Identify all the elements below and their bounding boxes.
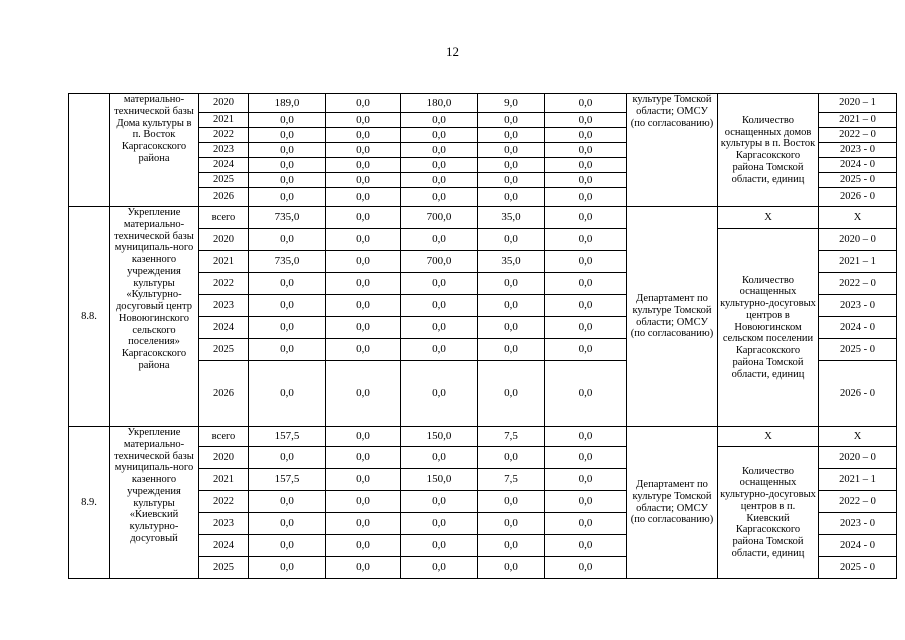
federal-cell: 0,0: [326, 207, 401, 229]
year-cell: 2023: [199, 513, 249, 535]
item-name: Укрепление материально-технической базы муниципаль-ного казенного учреждения культуры «Киевский культурно-досуговый: [110, 427, 199, 579]
indicator: Количество оснащенных культурно-досуговых центров в п. Киевский Каргасокского района Томской области, единиц: [718, 447, 819, 579]
extrabudget-cell: 0,0: [545, 143, 627, 158]
regional-cell: 150,0: [401, 469, 478, 491]
extrabudget-cell: 0,0: [545, 229, 627, 251]
local-cell: 0,0: [478, 143, 545, 158]
extrabudget-cell: 0,0: [545, 158, 627, 173]
federal-cell: 0,0: [326, 513, 401, 535]
indicator-value: 2026 - 0: [819, 188, 897, 207]
extrabudget-cell: 0,0: [545, 317, 627, 339]
extrabudget-cell: 0,0: [545, 295, 627, 317]
total-cell: 189,0: [249, 94, 326, 113]
indicator-value: 2023 - 0: [819, 513, 897, 535]
regional-cell: 0,0: [401, 491, 478, 513]
federal-cell: 0,0: [326, 427, 401, 447]
total-cell: 0,0: [249, 491, 326, 513]
federal-cell: 0,0: [326, 128, 401, 143]
regional-cell: 0,0: [401, 143, 478, 158]
executor: Департамент по культуре Томской области; ОМСУ (по согласованию): [627, 427, 718, 579]
regional-cell: 150,0: [401, 427, 478, 447]
indicator: Количество оснащенных домов культуры в п. Восток Каргасокского района Томской области, единиц: [718, 94, 819, 207]
total-cell: 0,0: [249, 229, 326, 251]
federal-cell: 0,0: [326, 113, 401, 128]
total-cell: 0,0: [249, 513, 326, 535]
total-cell: 0,0: [249, 113, 326, 128]
table-row: [69, 207, 897, 229]
total-cell: 0,0: [249, 128, 326, 143]
federal-cell: 0,0: [326, 229, 401, 251]
executor: культуре Томской области; ОМСУ (по согласованию): [627, 94, 718, 207]
table-row: [69, 94, 897, 113]
regional-cell: 0,0: [401, 188, 478, 207]
regional-cell: 0,0: [401, 273, 478, 295]
value-x: Х: [819, 207, 897, 229]
federal-cell: 0,0: [326, 447, 401, 469]
indicator-value: 2021 – 0: [819, 113, 897, 128]
regional-cell: 0,0: [401, 113, 478, 128]
extrabudget-cell: 0,0: [545, 447, 627, 469]
extrabudget-cell: 0,0: [545, 513, 627, 535]
item-number: 8.9.: [69, 427, 110, 579]
year-cell: 2025: [199, 173, 249, 188]
year-cell: 2020: [199, 94, 249, 113]
indicator-value: 2025 - 0: [819, 557, 897, 579]
federal-cell: 0,0: [326, 143, 401, 158]
year-cell: 2020: [199, 447, 249, 469]
regional-cell: 0,0: [401, 447, 478, 469]
indicator-value: 2024 - 0: [819, 158, 897, 173]
indicator-value: 2022 – 0: [819, 273, 897, 295]
indicator-value: 2023 - 0: [819, 143, 897, 158]
indicator-x: Х: [718, 427, 819, 447]
year-cell: 2026: [199, 188, 249, 207]
year-cell: всего: [199, 427, 249, 447]
regional-cell: 0,0: [401, 128, 478, 143]
regional-cell: 0,0: [401, 317, 478, 339]
total-cell: 735,0: [249, 251, 326, 273]
year-cell: 2026: [199, 361, 249, 427]
page-number: 12: [446, 44, 459, 59]
indicator: Количество оснащенных культурно-досуговых центров в Новоюгинском сельском поселении Каргасокского района Томской области, единиц: [718, 229, 819, 427]
indicator-value: 2022 – 0: [819, 128, 897, 143]
total-cell: 157,5: [249, 427, 326, 447]
local-cell: 0,0: [478, 535, 545, 557]
indicator-value: 2020 – 0: [819, 447, 897, 469]
item-number: 8.8.: [69, 207, 110, 427]
year-cell: 2023: [199, 143, 249, 158]
total-cell: 0,0: [249, 339, 326, 361]
item-name: Укрепление материально-технической базы муниципаль-ного казенного учреждения культуры «Культурно-досуговый центр Новоюгинского сельского поселения» Каргасокского района: [110, 207, 199, 427]
regional-cell: 180,0: [401, 94, 478, 113]
local-cell: 9,0: [478, 94, 545, 113]
extrabudget-cell: 0,0: [545, 128, 627, 143]
total-cell: 0,0: [249, 447, 326, 469]
federal-cell: 0,0: [326, 173, 401, 188]
indicator-value: 2024 - 0: [819, 535, 897, 557]
regional-cell: 0,0: [401, 173, 478, 188]
total-cell: 0,0: [249, 535, 326, 557]
extrabudget-cell: 0,0: [545, 535, 627, 557]
indicator-value: 2023 - 0: [819, 295, 897, 317]
local-cell: 7,5: [478, 469, 545, 491]
federal-cell: 0,0: [326, 557, 401, 579]
total-cell: 0,0: [249, 158, 326, 173]
year-cell: 2024: [199, 158, 249, 173]
indicator-value: 2022 – 0: [819, 491, 897, 513]
local-cell: 0,0: [478, 173, 545, 188]
indicator-value: 2026 - 0: [819, 361, 897, 427]
total-cell: 0,0: [249, 295, 326, 317]
local-cell: 0,0: [478, 317, 545, 339]
item-name: материально-технической базы Дома культуры в п. Восток Каргасокского района: [110, 94, 199, 207]
total-cell: 0,0: [249, 173, 326, 188]
federal-cell: 0,0: [326, 188, 401, 207]
local-cell: 0,0: [478, 188, 545, 207]
year-cell: 2024: [199, 535, 249, 557]
regional-cell: 0,0: [401, 557, 478, 579]
total-cell: 157,5: [249, 469, 326, 491]
regional-cell: 0,0: [401, 229, 478, 251]
local-cell: 35,0: [478, 207, 545, 229]
extrabudget-cell: 0,0: [545, 207, 627, 229]
extrabudget-cell: 0,0: [545, 427, 627, 447]
indicator-value: 2025 - 0: [819, 173, 897, 188]
extrabudget-cell: 0,0: [545, 273, 627, 295]
extrabudget-cell: 0,0: [545, 173, 627, 188]
year-cell: 2021: [199, 469, 249, 491]
indicator-value: 2025 - 0: [819, 339, 897, 361]
federal-cell: 0,0: [326, 469, 401, 491]
local-cell: 0,0: [478, 113, 545, 128]
federal-cell: 0,0: [326, 339, 401, 361]
federal-cell: 0,0: [326, 94, 401, 113]
total-cell: 0,0: [249, 188, 326, 207]
year-cell: 2020: [199, 229, 249, 251]
year-cell: 2025: [199, 557, 249, 579]
regional-cell: 0,0: [401, 295, 478, 317]
total-cell: 735,0: [249, 207, 326, 229]
program-table: [68, 93, 897, 579]
extrabudget-cell: 0,0: [545, 113, 627, 128]
local-cell: 0,0: [478, 339, 545, 361]
total-cell: 0,0: [249, 317, 326, 339]
local-cell: 0,0: [478, 273, 545, 295]
federal-cell: 0,0: [326, 295, 401, 317]
table-body: [69, 94, 897, 579]
local-cell: 0,0: [478, 447, 545, 469]
year-cell: 2021: [199, 251, 249, 273]
local-cell: 0,0: [478, 491, 545, 513]
regional-cell: 0,0: [401, 158, 478, 173]
extrabudget-cell: 0,0: [545, 188, 627, 207]
federal-cell: 0,0: [326, 317, 401, 339]
total-cell: 0,0: [249, 143, 326, 158]
table-row: [69, 427, 897, 447]
regional-cell: 700,0: [401, 207, 478, 229]
extrabudget-cell: 0,0: [545, 339, 627, 361]
year-cell: 2023: [199, 295, 249, 317]
local-cell: 35,0: [478, 251, 545, 273]
regional-cell: 0,0: [401, 361, 478, 427]
indicator-x: Х: [718, 207, 819, 229]
local-cell: 0,0: [478, 158, 545, 173]
extrabudget-cell: 0,0: [545, 491, 627, 513]
federal-cell: 0,0: [326, 158, 401, 173]
total-cell: 0,0: [249, 273, 326, 295]
total-cell: 0,0: [249, 361, 326, 427]
item-number: [69, 94, 110, 207]
year-cell: 2025: [199, 339, 249, 361]
year-cell: 2022: [199, 491, 249, 513]
indicator-value: 2021 – 1: [819, 469, 897, 491]
extrabudget-cell: 0,0: [545, 251, 627, 273]
federal-cell: 0,0: [326, 273, 401, 295]
extrabudget-cell: 0,0: [545, 469, 627, 491]
extrabudget-cell: 0,0: [545, 94, 627, 113]
regional-cell: 0,0: [401, 513, 478, 535]
federal-cell: 0,0: [326, 491, 401, 513]
total-cell: 0,0: [249, 557, 326, 579]
indicator-value: 2024 - 0: [819, 317, 897, 339]
value-x: Х: [819, 427, 897, 447]
extrabudget-cell: 0,0: [545, 557, 627, 579]
regional-cell: 0,0: [401, 535, 478, 557]
year-cell: 2022: [199, 273, 249, 295]
year-cell: 2021: [199, 113, 249, 128]
local-cell: 0,0: [478, 229, 545, 251]
local-cell: 0,0: [478, 128, 545, 143]
indicator-value: 2020 – 0: [819, 229, 897, 251]
federal-cell: 0,0: [326, 251, 401, 273]
local-cell: 0,0: [478, 513, 545, 535]
regional-cell: 700,0: [401, 251, 478, 273]
executor: Департамент по культуре Томской области; ОМСУ (по согласованию): [627, 207, 718, 427]
federal-cell: 0,0: [326, 535, 401, 557]
year-cell: всего: [199, 207, 249, 229]
indicator-value: 2021 – 1: [819, 251, 897, 273]
local-cell: 7,5: [478, 427, 545, 447]
year-cell: 2024: [199, 317, 249, 339]
extrabudget-cell: 0,0: [545, 361, 627, 427]
regional-cell: 0,0: [401, 339, 478, 361]
local-cell: 0,0: [478, 295, 545, 317]
federal-cell: 0,0: [326, 361, 401, 427]
local-cell: 0,0: [478, 557, 545, 579]
local-cell: 0,0: [478, 361, 545, 427]
year-cell: 2022: [199, 128, 249, 143]
indicator-value: 2020 – 1: [819, 94, 897, 113]
